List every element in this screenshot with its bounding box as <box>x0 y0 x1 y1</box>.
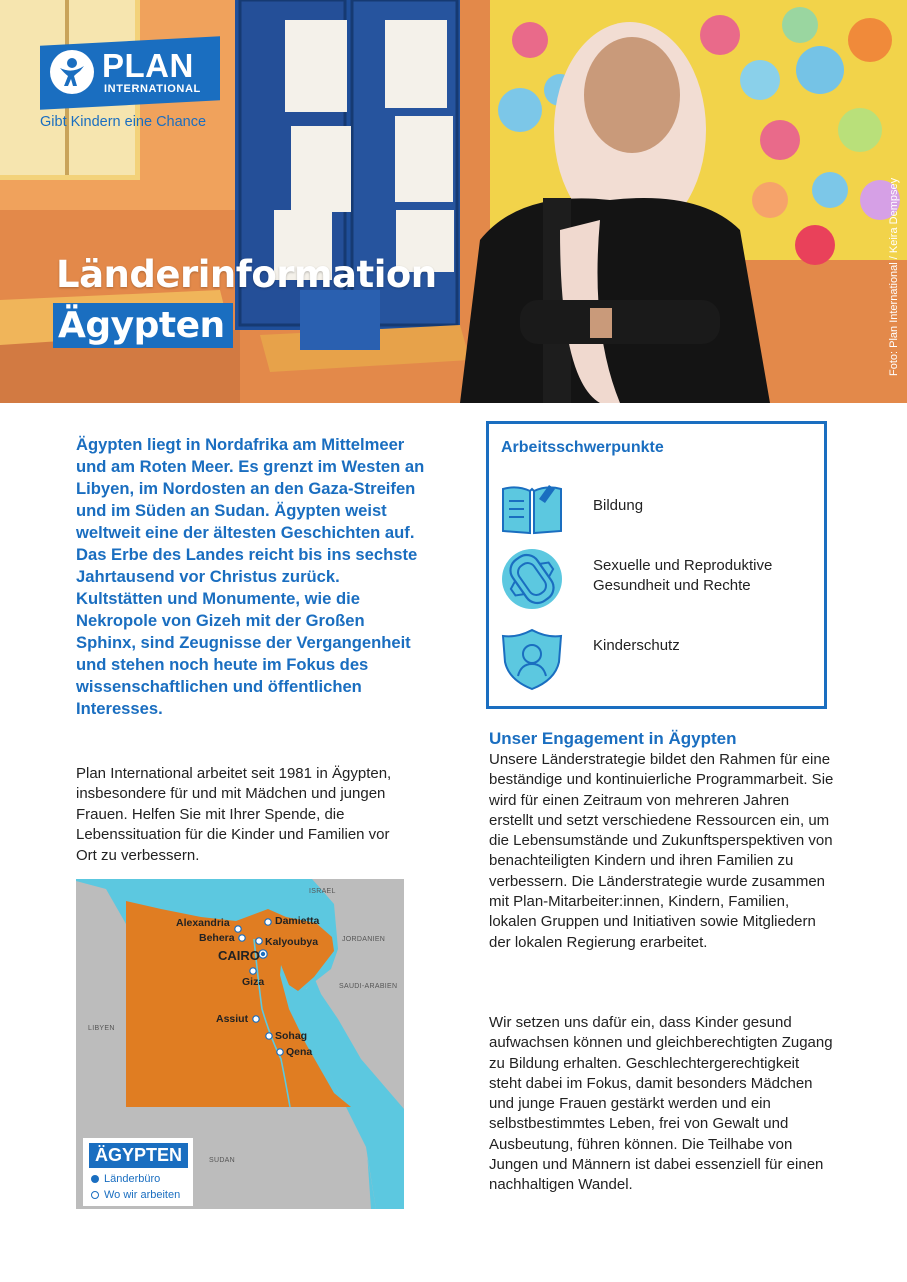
work-area-ring-icon <box>91 1191 99 1199</box>
map-city-kalyoubya: Kalyoubya <box>265 936 319 948</box>
legend-work-areas: Wo wir arbeiten <box>91 1189 180 1201</box>
logo-plan-text: PLAN <box>102 47 194 84</box>
logo-international-text: INTERNATIONAL <box>104 83 201 95</box>
sanitary-pad-icon <box>499 546 565 612</box>
focus-areas-box <box>486 421 827 709</box>
plan-paragraph: Plan International arbeitet seit 1981 in Ägypten, insbesondere für und mit Mädchen und jungen Frauen. Helfen Sie mit Ihrer Spende, die Lebenssituation für die Kinder und Familien vor Ort zu verbessern. <box>76 765 392 864</box>
map-label-libyen: LIBYEN <box>88 1025 115 1032</box>
map-city-damietta: Damietta <box>275 915 320 927</box>
map-city-giza: Giza <box>242 976 265 988</box>
legend-office: Länderbüro <box>91 1173 160 1185</box>
map-city-alexandria: Alexandria <box>176 917 230 929</box>
focus-label-bildung: Bildung <box>593 497 644 514</box>
engagement-paragraph-2: Wir setzen uns dafür ein, dass Kinder gesund aufwachsen können und gleichberechtigten Zugang zu Bildung erhalten. Geschlechtergerechtigkeit steht dabei im Fokus, damit besonders Mädchen und junge Frauen gestärkt werden und ein selbstbestimmtes Leben, frei von Gewalt und Ausbeutung, führen können. Die Teilhabe von Jungen und Männern ist dabei essenziell für einen nachhaltigen Wandel. <box>489 1014 833 1194</box>
country-title: Ägypten <box>53 303 233 348</box>
engagement-paragraph-1: Unsere Länderstrategie bildet den Rahmen für eine beständige und kontinuierliche Programmarbeit. Sie wird für einen Zeitraum von mehreren Jahren erstellt und setzt verschiedene Ressourcen ein, um die Lebensumstände und Zukunftsperspektiven von benachteiligten Kindern und ihren Familien zu verbessern. Die Länderstrategie wurde zusammen mit Plan-Mitarbeiter:innen, Kindern, Familien, lokalen Gruppen und Initiativen sowie Mitgliedern der lokalen Regierung erarbeitet. <box>489 751 834 951</box>
hero-photo <box>0 0 907 403</box>
child-protection-shield-icon <box>499 626 565 692</box>
engagement-title: Unser Engagement in Ägypten <box>489 729 737 748</box>
intro-text: Ägypten liegt in Nordafrika am Mittelmeer und am Roten Meer. Es grenzt im Westen an Libyen, im Nordosten an den Gaza-Streifen und im Süden an Sudan. Ägypten weist weltweit eine der ältesten Geschichten auf. Das Erbe des Landes reicht bis ins sechste Jahrtausend vor Christus zurück. Kultstätten und Monumente, wie die Nekropole von Gizeh mit der Großen Sphinx, sind Zeugnisse der Vergangenheit und stehen noch heute im Fokus des wissenschaftlichen und öffentlichen Interesses. <box>76 435 425 718</box>
map-city-behera: Behera <box>199 932 235 944</box>
map-city-assiut: Assiut <box>216 1013 249 1025</box>
map-legend <box>83 1138 193 1206</box>
focus-label-srgr: Sexuelle und Reproduktive Gesundheit und Rechte <box>593 557 773 594</box>
focus-label-kinderschutz: Kinderschutz <box>593 637 680 654</box>
legend-title: ÄGYPTEN <box>89 1143 188 1168</box>
map-city-sohag: Sohag <box>275 1030 308 1042</box>
map-city-qena: Qena <box>286 1046 313 1058</box>
tagline: Gibt Kindern eine Chance <box>40 114 207 130</box>
map-capital-cairo: CAIRO <box>218 948 260 963</box>
map-label-saudi-arabien: SAUDI-ARABIEN <box>339 983 398 990</box>
map-label-jordanien: JORDANIEN <box>342 936 386 943</box>
plan-child-logo-icon <box>50 50 94 94</box>
focus-title: Arbeitsschwerpunkte <box>501 439 664 456</box>
map-label-sudan: SUDAN <box>209 1157 236 1164</box>
map-label-israel: ISRAEL <box>309 888 336 895</box>
office-dot-icon <box>91 1175 99 1183</box>
book-icon <box>499 475 565 541</box>
plan-logo[interactable] <box>40 41 220 105</box>
page-title: Länderinformation <box>56 253 437 296</box>
photo-credit: Foto: Plan International / Keira Dempsey <box>888 177 900 376</box>
egypt-map <box>76 879 404 1209</box>
